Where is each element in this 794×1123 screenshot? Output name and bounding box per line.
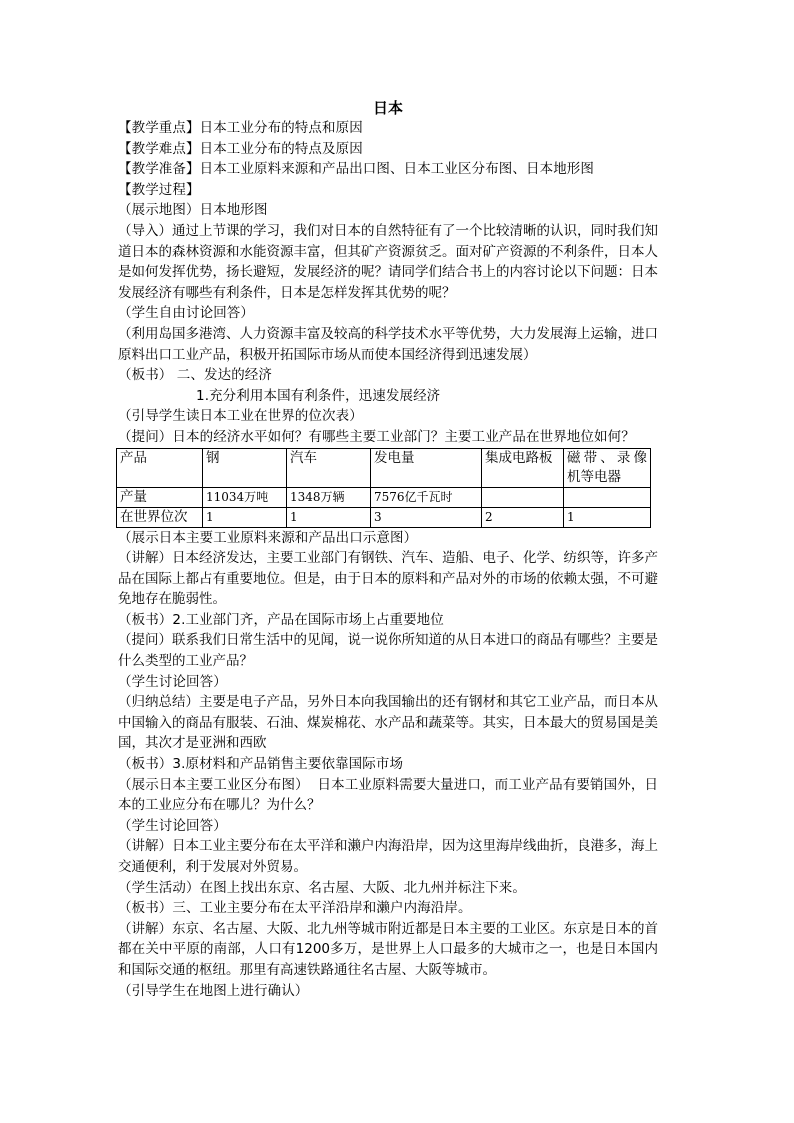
- guide-note-2: （引导学生在地图上进行确认）: [118, 982, 309, 999]
- intro-paragraph: （导入）通过上节课的学习，我们对日本的自然特征有了一个比较清晰的认识，同时我们知道日本的森林资源和水能资源丰富，但其矿产资源贫乏。面对矿产资源的不利条件，日本人是如何发挥优势，扬长避短，发展经济的呢？请同学们结合书上的内容讨论以下问题：日本发展经济有哪些有利条件，日本是怎样发挥其优势的呢？: [118, 222, 658, 301]
- teaching-process: 【教学过程】: [118, 181, 200, 198]
- board-note-4: （板书）三、工业主要分布在太平洋沿岸和濑户内海沿岸。: [118, 900, 472, 917]
- page-title: 日本: [372, 99, 403, 117]
- table-cell: 1: [203, 507, 287, 527]
- table-cell: 2: [482, 507, 564, 527]
- table-cell: 11034万吨: [203, 487, 287, 507]
- teaching-preparation: 【教学准备】日本工业原料来源和产品出口图、日本工业区分布图、日本地形图: [118, 161, 594, 178]
- show-note-3: （展示日本主要工业区分布图） 日本工业原料需要大量进口，而工业产品有要销国外，日本的工业应分布在哪儿？为什么？: [118, 776, 658, 814]
- show-note-2: （展示日本主要工业原料来源和产品出口示意图）: [118, 529, 418, 546]
- table-cell: [564, 487, 651, 507]
- table-cell: 3: [371, 507, 482, 527]
- table-row: [117, 487, 651, 507]
- table-cell: 1: [287, 507, 371, 527]
- table-cell: 产量: [117, 487, 203, 507]
- student-discuss-2: （学生讨论回答）: [118, 673, 227, 690]
- student-discuss-1: （学生自由讨论回答）: [118, 305, 254, 322]
- board-note-1-sub: 1.充分利用本国有利条件，迅速发展经济: [196, 387, 441, 404]
- show-map: （展示地图）日本地形图: [118, 202, 268, 219]
- table-cell: 7576亿千瓦时: [371, 487, 482, 507]
- document-body: [118, 118, 658, 1001]
- table-header-cell: 产品: [117, 448, 203, 487]
- question-1: （提问）日本的经济水平如何？有哪些主要工业部门？主要工业产品在世界地位如何？: [118, 428, 635, 445]
- explain-paragraph-2: （讲解）日本工业主要分布在太平洋和濑户内海沿岸，因为这里海岸线曲折，良港多，海上交通便利，利于发展对外贸易。: [118, 838, 658, 875]
- explain-paragraph-1: （讲解）日本经济发达，主要工业部门有钢铁、汽车、造船、电子、化学、纺织等，许多产品在国际上都占有重要地位。但是，由于日本的原料和产品对外的市场的依赖太强，不可避免地存在脆弱性。: [118, 550, 658, 608]
- board-note-1: （板书） 二、发达的经济: [118, 367, 272, 384]
- table-header-cell: 汽车: [287, 448, 371, 487]
- table-cell: 1348万辆: [287, 487, 371, 507]
- answer-paragraph: （利用岛国多港湾、人力资源丰富及较高的科学技术水平等优势，大力发展海上运输，进口原料出口工业产品，积极开拓国际市场从而使本国经济得到迅速发展）: [118, 325, 658, 363]
- table-header-cell: 发电量: [371, 448, 482, 487]
- table-header-cell: 集成电路板: [482, 448, 564, 487]
- table-cell: [482, 487, 564, 507]
- board-note-2: （板书）2.工业部门齐，产品在国际市场上占重要地位: [118, 611, 444, 628]
- explain-paragraph-3: （讲解）东京、名古屋、大阪、北九州等城市附近都是日本主要的工业区。东京是日本的首都在关中平原的南部，人口有1200多万，是世界上人口最多的大城市之一，也是日本国内和国际交通的枢纽。那里有高速铁路通往名古屋、大阪等城市。: [118, 920, 658, 978]
- guide-note-1: （引导学生读日本工业在世界的位次表）: [118, 408, 363, 425]
- teaching-focus: 【教学重点】日本工业分布的特点和原因: [118, 120, 363, 136]
- table-header-row: [117, 448, 651, 487]
- teaching-difficulty: 【教学难点】日本工业分布的特点及原因: [118, 140, 363, 157]
- student-discuss-3: （学生讨论回答）: [118, 817, 227, 834]
- table-cell: 1: [564, 507, 651, 527]
- table-cell: 在世界位次: [117, 507, 203, 527]
- summary-paragraph: （归纳总结）主要是电子产品，另外日本向我国输出的还有钢材和其它工业产品，而日本从中国输入的商品有服装、石油、煤炭棉花、水产品和蔬菜等。其实，日本最大的贸易国是美国，其次才是亚洲和西欧: [118, 694, 658, 752]
- question-2: （提问）联系我们日常生活中的见闻，说一说你所知道的从日本进口的商品有哪些？主要是什么类型的工业产品？: [118, 632, 658, 670]
- industry-rank-table: [116, 448, 651, 528]
- table-row: [117, 507, 651, 527]
- table-header-cell: 磁带、录像机等电器: [564, 448, 651, 487]
- board-note-3: （板书）3.原材料和产品销售主要依靠国际市场: [118, 756, 404, 773]
- table-header-cell: 钢: [203, 448, 287, 487]
- student-activity: （学生活动）在图上找出东京、名古屋、大阪、北九州并标注下来。: [118, 879, 526, 896]
